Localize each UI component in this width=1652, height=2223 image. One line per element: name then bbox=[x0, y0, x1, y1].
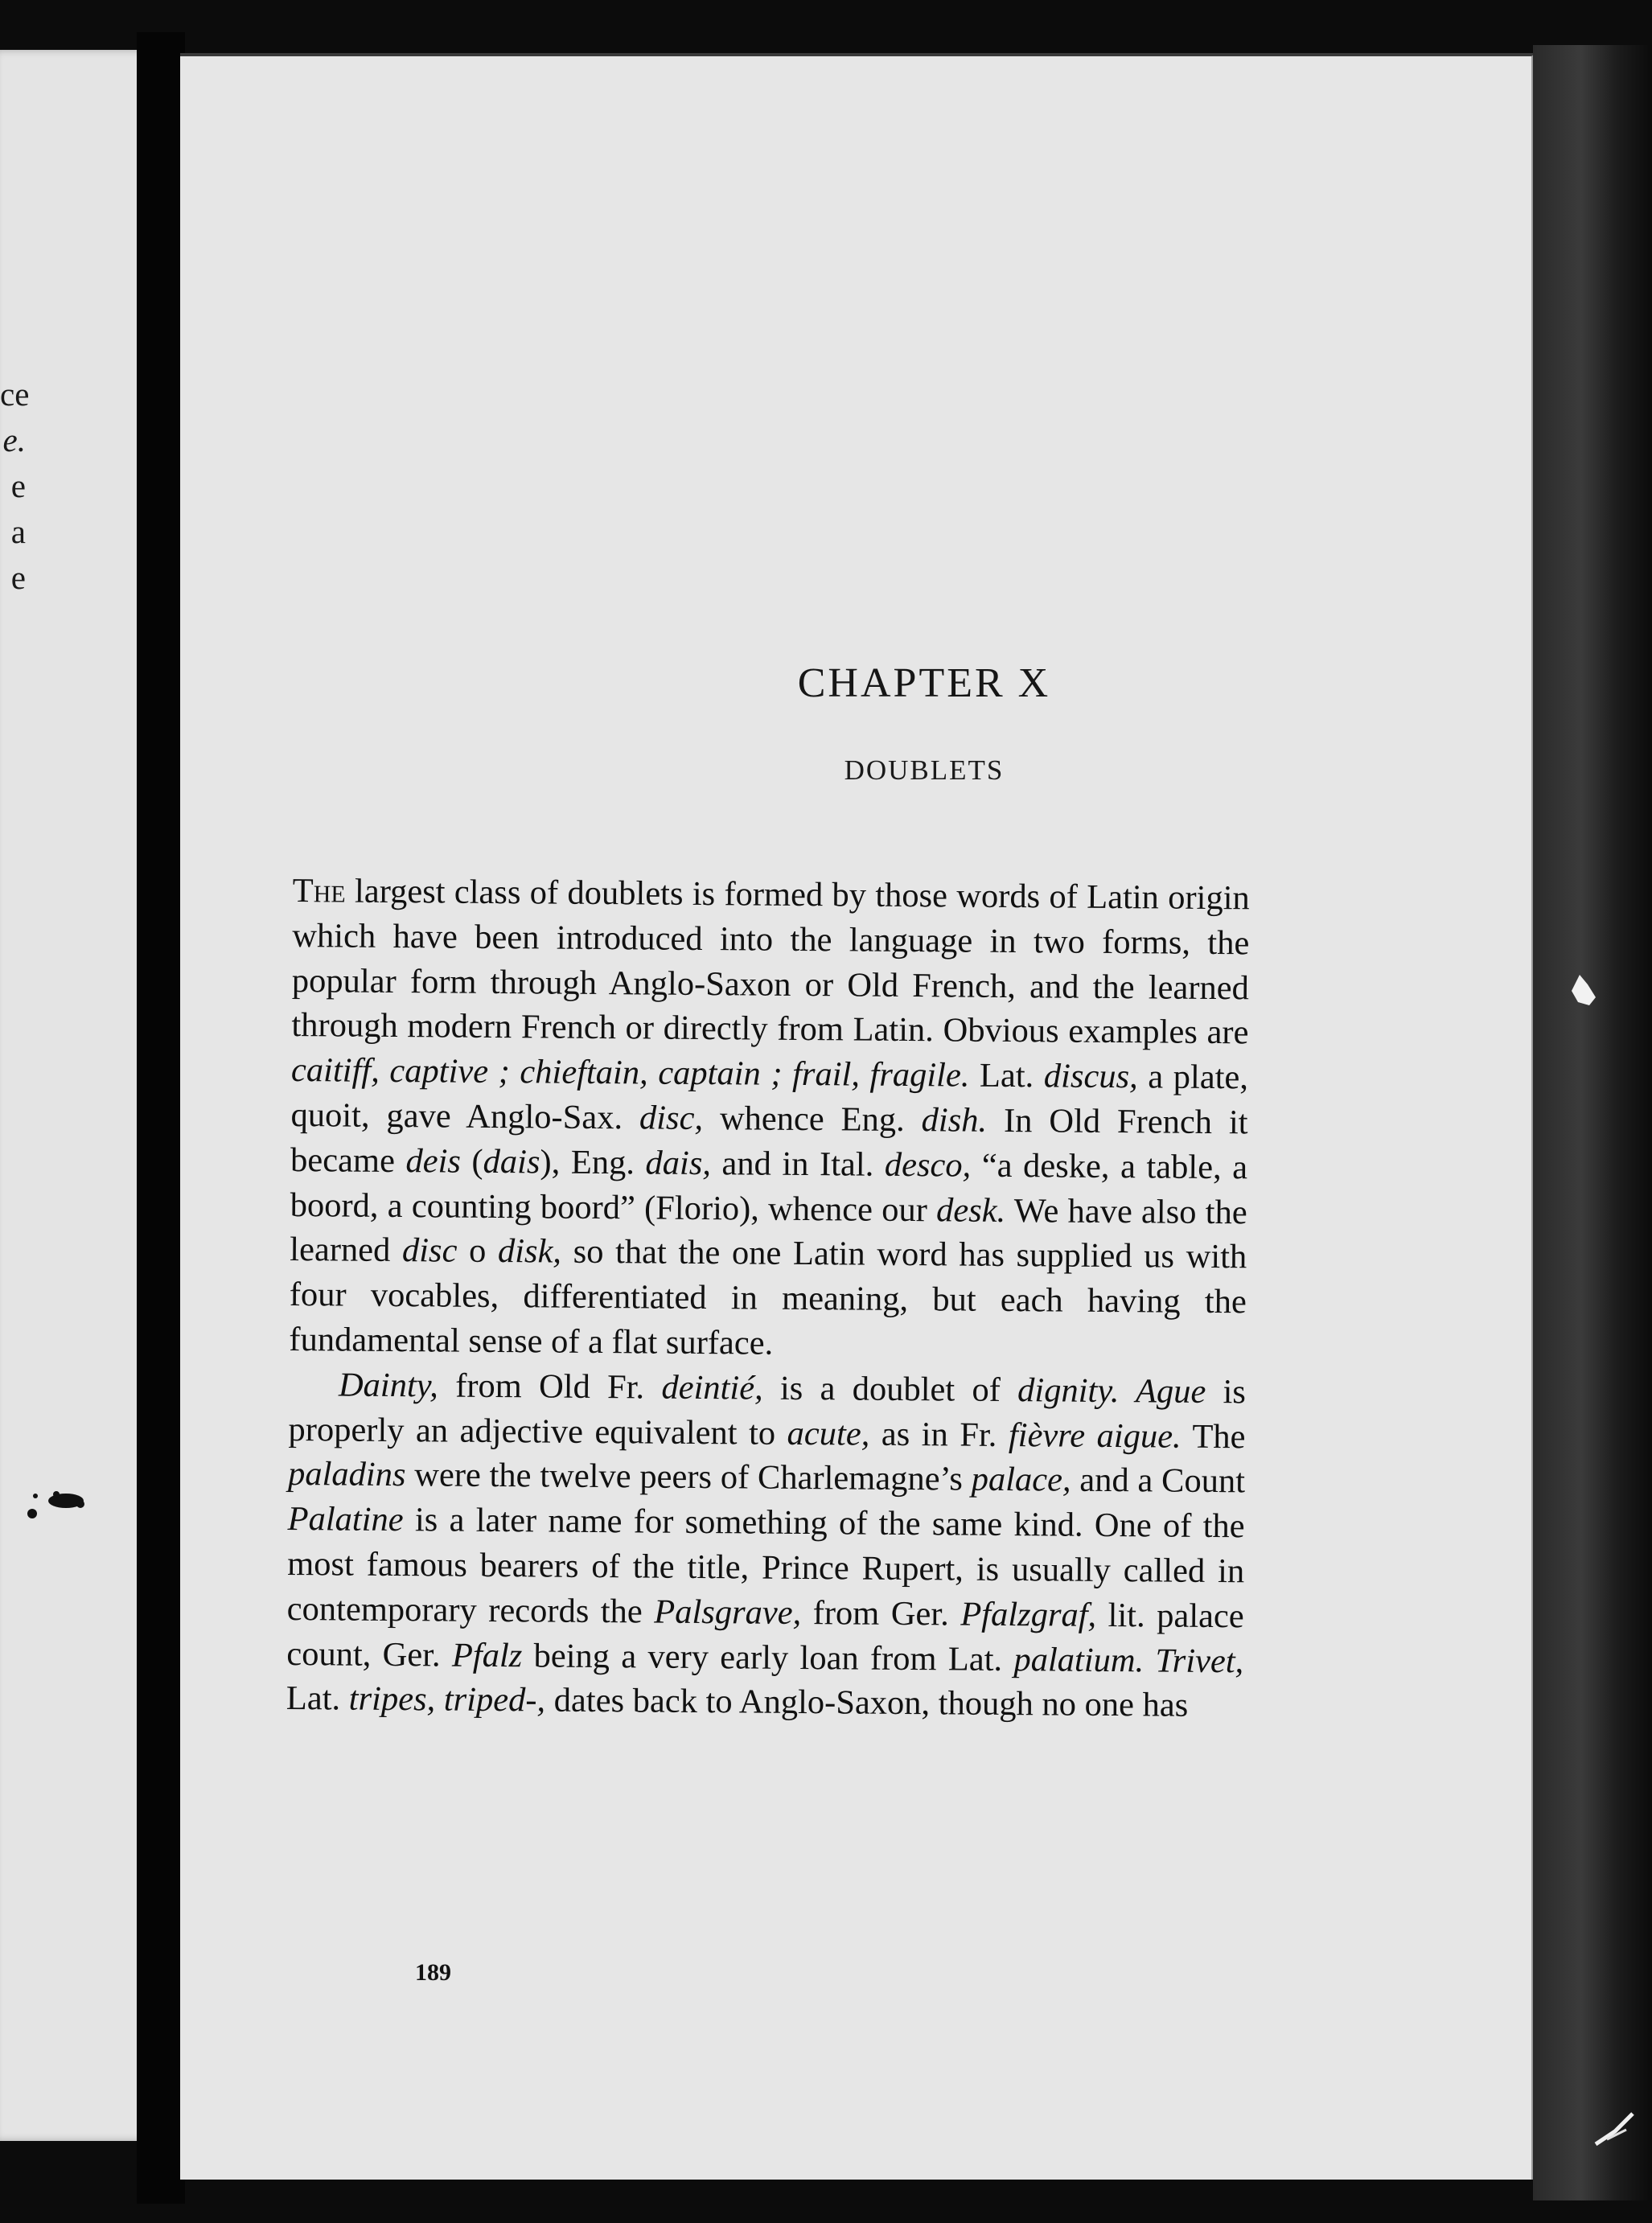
italic-text: dignity. Ague bbox=[1017, 1370, 1206, 1411]
italic-text: palatium. bbox=[1013, 1640, 1144, 1679]
facing-page-fragment: e. bbox=[2, 421, 26, 458]
text-run: We have also the learned bbox=[290, 1191, 1247, 1270]
italic-text: Pfalz bbox=[451, 1636, 523, 1674]
text-run: o bbox=[457, 1231, 487, 1271]
text-run: whence Eng. bbox=[702, 1099, 922, 1140]
italic-text: Trivet, bbox=[1155, 1642, 1244, 1680]
page-edge-mark bbox=[1568, 973, 1597, 1010]
paragraph bbox=[286, 1362, 1246, 1729]
italic-text: Palsgrave, bbox=[654, 1592, 802, 1632]
italic-text: desco, bbox=[884, 1145, 972, 1185]
italic-text: palace, bbox=[971, 1461, 1071, 1499]
italic-text: tripes, triped-, bbox=[348, 1679, 546, 1720]
page-edges bbox=[1533, 45, 1652, 2200]
italic-text: Palatine bbox=[287, 1500, 404, 1539]
facing-page-fragment: a bbox=[10, 513, 26, 550]
italic-text: disc, bbox=[639, 1099, 704, 1137]
text-run: so that the one Latin word has supplied us with four vocables, differentiated in meaning, but each having the fundamental sense of a flat surface. bbox=[289, 1233, 1247, 1362]
italic-text: dish. bbox=[921, 1101, 988, 1140]
text-run: being a very early loan from Lat. bbox=[522, 1636, 1014, 1679]
text-run: In Old French it became bbox=[290, 1101, 1248, 1180]
text-run: Lat. bbox=[286, 1679, 349, 1718]
facing-page-fragment: e bbox=[10, 467, 26, 504]
italic-text: desk. bbox=[935, 1190, 1006, 1230]
text-run: ), Eng. bbox=[540, 1143, 646, 1182]
book-page bbox=[180, 53, 1536, 2180]
text-run: ( bbox=[460, 1142, 483, 1181]
text-run: from Ger. bbox=[801, 1593, 961, 1633]
text-run: a plate, quoit, gave Anglo-Sax. bbox=[290, 1058, 1249, 1137]
body-text bbox=[286, 869, 1250, 1728]
text-run bbox=[1144, 1642, 1156, 1679]
italic-text: caitiff, captive ; chieftain, captain ; frail, fragile. bbox=[290, 1051, 970, 1095]
italic-text: dais bbox=[483, 1142, 540, 1181]
italic-text: Pfalzgraf, bbox=[960, 1595, 1097, 1634]
italic-text: acute, bbox=[787, 1414, 870, 1453]
text-run: Lat. bbox=[969, 1056, 1045, 1095]
italic-text: fièvre aigue. bbox=[1008, 1416, 1181, 1456]
facing-page-fragment: e bbox=[10, 559, 26, 596]
italic-text: dais, bbox=[645, 1144, 712, 1182]
text-run: The bbox=[1181, 1417, 1246, 1456]
facing-page-text-fragments bbox=[0, 372, 48, 601]
corner-scratch-mark bbox=[1591, 2107, 1639, 2147]
paragraph bbox=[289, 869, 1250, 1370]
text-run: largest class of doublets is formed by those words of Latin origin which have been introduced into the language in two forms, the popular form through Anglo-Saxon or Old French, and the learned through modern French or directly from Latin. Obvious examples are bbox=[291, 872, 1250, 1052]
italic-text: deis bbox=[405, 1141, 462, 1181]
text-run: is properly an adjective equivalent to bbox=[288, 1372, 1247, 1453]
text-run: dates back to Anglo-Saxon, though no one has bbox=[545, 1681, 1189, 1725]
text-run: lit. palace count, Ger. bbox=[286, 1596, 1244, 1674]
italic-text: discus, bbox=[1043, 1057, 1138, 1096]
page-number: 189 bbox=[415, 1959, 451, 1986]
ink-blot-mark bbox=[24, 1483, 97, 1523]
section-title: DOUBLETS bbox=[844, 754, 1005, 786]
text-run: from Old Fr. bbox=[438, 1366, 662, 1407]
italic-text: disk, bbox=[486, 1232, 562, 1272]
italic-text: disc bbox=[401, 1231, 458, 1270]
italic-text: paladins bbox=[287, 1455, 406, 1494]
text-run: “a deske, a table, a boord, a counting boord” (Florio), whence our bbox=[290, 1146, 1248, 1229]
paragraph-opening-word: The bbox=[292, 871, 346, 910]
text-run: and in Ital. bbox=[710, 1144, 886, 1184]
text-run: and a Count bbox=[1071, 1461, 1246, 1501]
book-gutter bbox=[137, 32, 185, 2204]
text-run: as in Fr. bbox=[869, 1415, 1009, 1454]
text-run: were the twelve peers of Charlemagne’s bbox=[405, 1456, 972, 1499]
italic-text: Dainty, bbox=[338, 1366, 439, 1405]
facing-page-fragment: ce bbox=[0, 376, 30, 413]
chapter-title: CHAPTER X bbox=[797, 660, 1051, 706]
text-run: is a doublet of bbox=[762, 1369, 1018, 1409]
italic-text: deintié, bbox=[661, 1368, 763, 1407]
text-run: is a later name for something of the same kind. One of the most famous bearers of the title, Prince Rupert, is usually called in contemporary records the bbox=[286, 1501, 1245, 1631]
